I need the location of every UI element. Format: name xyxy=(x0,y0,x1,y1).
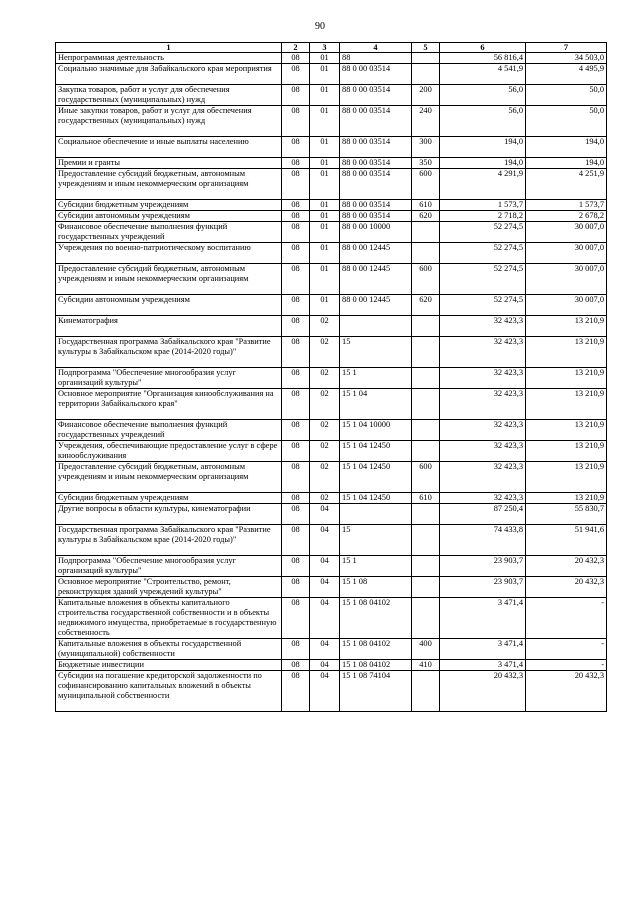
row-amount-2: 194,0 xyxy=(526,158,607,169)
row-target-article xyxy=(340,316,412,337)
row-subsection: 01 xyxy=(310,106,340,137)
row-expense-type xyxy=(412,671,440,712)
row-expense-type xyxy=(412,337,440,368)
table-row xyxy=(56,639,607,660)
row-target-article: 15 1 08 04102 xyxy=(340,598,412,639)
row-amount-2: 50,0 xyxy=(526,85,607,106)
row-amount-1: 56 816,4 xyxy=(440,53,526,64)
row-target-article: 15 1 04 12450 xyxy=(340,441,412,462)
row-subsection: 01 xyxy=(310,264,340,295)
row-expense-type: 600 xyxy=(412,169,440,200)
row-amount-2: 13 210,9 xyxy=(526,316,607,337)
row-amount-2: - xyxy=(526,598,607,639)
row-target-article: 88 0 00 03514 xyxy=(340,64,412,85)
row-subsection: 02 xyxy=(310,493,340,504)
row-target-article: 15 xyxy=(340,337,412,368)
row-amount-2: 51 941,6 xyxy=(526,525,607,556)
table-row xyxy=(56,158,607,169)
table-row xyxy=(56,598,607,639)
row-name: Подпрограмма "Обеспечение многообразия услуг организаций культуры" xyxy=(56,556,282,577)
row-section: 08 xyxy=(282,264,310,295)
row-subsection: 04 xyxy=(310,598,340,639)
table-row xyxy=(56,264,607,295)
row-expense-type xyxy=(412,389,440,420)
row-subsection: 01 xyxy=(310,53,340,64)
row-target-article: 15 xyxy=(340,525,412,556)
row-subsection: 02 xyxy=(310,316,340,337)
row-expense-type xyxy=(412,504,440,525)
row-name: Закупка товаров, работ и услуг для обеспечения государственных (муниципальных) нужд xyxy=(56,85,282,106)
row-name: Предоставление субсидий бюджетным, автономным учреждениям и иным некоммерческим организациям xyxy=(56,264,282,295)
row-expense-type: 610 xyxy=(412,200,440,211)
row-subsection: 02 xyxy=(310,462,340,493)
row-amount-1: 32 423,3 xyxy=(440,462,526,493)
row-amount-1: 32 423,3 xyxy=(440,389,526,420)
row-section: 08 xyxy=(282,389,310,420)
row-expense-type: 600 xyxy=(412,462,440,493)
row-section: 08 xyxy=(282,316,310,337)
table-row xyxy=(56,137,607,158)
row-amount-2: 13 210,9 xyxy=(526,441,607,462)
row-section: 08 xyxy=(282,462,310,493)
row-subsection: 01 xyxy=(310,158,340,169)
row-target-article: 88 0 00 10000 xyxy=(340,222,412,243)
row-amount-2: 30 007,0 xyxy=(526,243,607,264)
row-amount-1: 32 423,3 xyxy=(440,368,526,389)
row-expense-type xyxy=(412,368,440,389)
row-amount-2: 194,0 xyxy=(526,137,607,158)
row-amount-1: 74 433,8 xyxy=(440,525,526,556)
row-target-article: 15 1 04 12450 xyxy=(340,462,412,493)
row-expense-type xyxy=(412,243,440,264)
col-header-4: 4 xyxy=(340,43,412,53)
row-subsection: 02 xyxy=(310,368,340,389)
row-section: 08 xyxy=(282,639,310,660)
row-expense-type xyxy=(412,441,440,462)
row-amount-2: 13 210,9 xyxy=(526,493,607,504)
row-name: Подпрограмма "Обеспечение многообразия услуг организаций культуры" xyxy=(56,368,282,389)
row-section: 08 xyxy=(282,106,310,137)
table-row xyxy=(56,222,607,243)
row-amount-2: 20 432,3 xyxy=(526,671,607,712)
row-name: Субсидии бюджетным учреждениям xyxy=(56,200,282,211)
row-amount-1: 194,0 xyxy=(440,137,526,158)
row-subsection: 04 xyxy=(310,525,340,556)
row-amount-2: 20 432,3 xyxy=(526,556,607,577)
table-row xyxy=(56,671,607,712)
row-name: Субсидии на погашение кредиторской задолженности по софинансированию капитальных вложений в объекты муниципальной собственности xyxy=(56,671,282,712)
table-row xyxy=(56,493,607,504)
row-amount-2: 13 210,9 xyxy=(526,368,607,389)
row-amount-1: 32 423,3 xyxy=(440,316,526,337)
row-amount-2: 30 007,0 xyxy=(526,222,607,243)
row-expense-type: 600 xyxy=(412,264,440,295)
row-target-article: 15 1 08 04102 xyxy=(340,660,412,671)
table-row xyxy=(56,243,607,264)
row-section: 08 xyxy=(282,504,310,525)
row-section: 08 xyxy=(282,137,310,158)
row-amount-1: 52 274,5 xyxy=(440,264,526,295)
col-header-3: 3 xyxy=(310,43,340,53)
row-subsection: 01 xyxy=(310,137,340,158)
row-name: Учреждения, обеспечивающие предоставление услуг в сфере кинообслуживания xyxy=(56,441,282,462)
row-amount-2: 34 503,0 xyxy=(526,53,607,64)
row-amount-2: 30 007,0 xyxy=(526,295,607,316)
table-row xyxy=(56,337,607,368)
row-amount-1: 20 432,3 xyxy=(440,671,526,712)
row-section: 08 xyxy=(282,158,310,169)
row-amount-1: 2 718,2 xyxy=(440,211,526,222)
row-amount-1: 32 423,3 xyxy=(440,493,526,504)
row-amount-1: 32 423,3 xyxy=(440,337,526,368)
header-row xyxy=(56,43,607,53)
col-header-6: 6 xyxy=(440,43,526,53)
row-target-article: 88 xyxy=(340,53,412,64)
row-amount-1: 52 274,5 xyxy=(440,243,526,264)
row-amount-2: 13 210,9 xyxy=(526,337,607,368)
row-expense-type xyxy=(412,556,440,577)
row-expense-type: 620 xyxy=(412,211,440,222)
row-name: Другие вопросы в области культуры, кинематографии xyxy=(56,504,282,525)
row-amount-1: 52 274,5 xyxy=(440,295,526,316)
row-section: 08 xyxy=(282,577,310,598)
row-amount-2: - xyxy=(526,639,607,660)
row-section: 08 xyxy=(282,493,310,504)
row-target-article: 88 0 00 12445 xyxy=(340,264,412,295)
row-expense-type xyxy=(412,598,440,639)
row-name: Финансовое обеспечение выполнения функций государственных учреждений xyxy=(56,222,282,243)
row-section: 08 xyxy=(282,295,310,316)
table-row xyxy=(56,211,607,222)
row-subsection: 04 xyxy=(310,671,340,712)
table-row xyxy=(56,64,607,85)
table-row xyxy=(56,420,607,441)
row-name: Капитальные вложения в объекты государственной (муниципальной) собственности xyxy=(56,639,282,660)
row-name: Социально значимые для Забайкальского края мероприятия xyxy=(56,64,282,85)
row-target-article: 15 1 xyxy=(340,556,412,577)
row-section: 08 xyxy=(282,556,310,577)
row-target-article: 88 0 00 03514 xyxy=(340,211,412,222)
row-amount-2: 13 210,9 xyxy=(526,462,607,493)
row-section: 08 xyxy=(282,441,310,462)
row-subsection: 01 xyxy=(310,222,340,243)
row-target-article: 88 0 00 03514 xyxy=(340,158,412,169)
row-amount-2: 2 678,2 xyxy=(526,211,607,222)
table-row xyxy=(56,200,607,211)
row-section: 08 xyxy=(282,598,310,639)
row-subsection: 01 xyxy=(310,243,340,264)
table-row xyxy=(56,389,607,420)
row-section: 08 xyxy=(282,337,310,368)
table-row xyxy=(56,53,607,64)
row-target-article: 15 1 08 74104 xyxy=(340,671,412,712)
row-target-article: 15 1 xyxy=(340,368,412,389)
row-name: Государственная программа Забайкальского края "Развитие культуры в Забайкальском крае (2014-2020 годы)" xyxy=(56,337,282,368)
table-row xyxy=(56,577,607,598)
row-target-article: 88 0 00 03514 xyxy=(340,106,412,137)
row-amount-1: 4 291,9 xyxy=(440,169,526,200)
row-amount-1: 52 274,5 xyxy=(440,222,526,243)
table-row xyxy=(56,85,607,106)
row-section: 08 xyxy=(282,169,310,200)
row-amount-1: 4 541,9 xyxy=(440,64,526,85)
table-row xyxy=(56,295,607,316)
row-target-article: 88 0 00 03514 xyxy=(340,85,412,106)
row-name: Субсидии автономным учреждениям xyxy=(56,211,282,222)
row-subsection: 01 xyxy=(310,200,340,211)
row-amount-1: 194,0 xyxy=(440,158,526,169)
row-amount-2: 4 251,9 xyxy=(526,169,607,200)
row-section: 08 xyxy=(282,525,310,556)
table-row xyxy=(56,169,607,200)
row-expense-type xyxy=(412,64,440,85)
row-amount-2: 4 495,9 xyxy=(526,64,607,85)
row-name: Предоставление субсидий бюджетным, автономным учреждениям и иным некоммерческим организациям xyxy=(56,462,282,493)
row-name: Социальное обеспечение и иные выплаты населению xyxy=(56,137,282,158)
row-amount-2: 13 210,9 xyxy=(526,389,607,420)
col-header-7: 7 xyxy=(526,43,607,53)
row-amount-2: 1 573,7 xyxy=(526,200,607,211)
row-subsection: 01 xyxy=(310,85,340,106)
table-row xyxy=(56,504,607,525)
row-name: Бюджетные инвестиции xyxy=(56,660,282,671)
row-expense-type xyxy=(412,222,440,243)
row-name: Государственная программа Забайкальского края "Развитие культуры в Забайкальском крае (2014-2020 годы)" xyxy=(56,525,282,556)
row-subsection: 02 xyxy=(310,389,340,420)
row-expense-type: 300 xyxy=(412,137,440,158)
row-expense-type xyxy=(412,316,440,337)
row-amount-2: 20 432,3 xyxy=(526,577,607,598)
row-name: Непрограммная деятельность xyxy=(56,53,282,64)
row-amount-2: 30 007,0 xyxy=(526,264,607,295)
row-target-article: 88 0 00 12445 xyxy=(340,243,412,264)
row-expense-type: 620 xyxy=(412,295,440,316)
row-section: 08 xyxy=(282,200,310,211)
row-subsection: 01 xyxy=(310,211,340,222)
row-amount-1: 56,0 xyxy=(440,106,526,137)
row-expense-type xyxy=(412,577,440,598)
row-amount-1: 56,0 xyxy=(440,85,526,106)
row-target-article xyxy=(340,504,412,525)
row-subsection: 02 xyxy=(310,420,340,441)
row-amount-1: 3 471,4 xyxy=(440,660,526,671)
row-expense-type: 200 xyxy=(412,85,440,106)
row-section: 08 xyxy=(282,660,310,671)
row-target-article: 88 0 00 03514 xyxy=(340,200,412,211)
row-section: 08 xyxy=(282,64,310,85)
row-amount-1: 3 471,4 xyxy=(440,598,526,639)
table-row xyxy=(56,525,607,556)
table-row xyxy=(56,441,607,462)
row-amount-1: 23 903,7 xyxy=(440,577,526,598)
row-expense-type: 410 xyxy=(412,660,440,671)
row-subsection: 04 xyxy=(310,504,340,525)
row-subsection: 04 xyxy=(310,639,340,660)
table-row xyxy=(56,316,607,337)
row-amount-1: 87 250,4 xyxy=(440,504,526,525)
col-header-1: 1 xyxy=(56,43,282,53)
row-target-article: 15 1 04 12450 xyxy=(340,493,412,504)
row-name: Кинематография xyxy=(56,316,282,337)
row-amount-1: 23 903,7 xyxy=(440,556,526,577)
row-expense-type: 350 xyxy=(412,158,440,169)
col-header-5: 5 xyxy=(412,43,440,53)
row-section: 08 xyxy=(282,222,310,243)
table-row xyxy=(56,660,607,671)
row-expense-type xyxy=(412,525,440,556)
row-section: 08 xyxy=(282,671,310,712)
table-row xyxy=(56,368,607,389)
row-amount-2: - xyxy=(526,660,607,671)
row-name: Учреждения по военно-патриотическому воспитанию xyxy=(56,243,282,264)
row-target-article: 15 1 04 xyxy=(340,389,412,420)
row-section: 08 xyxy=(282,420,310,441)
row-name: Субсидии автономным учреждениям xyxy=(56,295,282,316)
table-row xyxy=(56,556,607,577)
row-name: Финансовое обеспечение выполнения функций государственных учреждений xyxy=(56,420,282,441)
row-section: 08 xyxy=(282,211,310,222)
row-name: Премии и гранты xyxy=(56,158,282,169)
col-header-2: 2 xyxy=(282,43,310,53)
row-target-article: 15 1 08 04102 xyxy=(340,639,412,660)
row-name: Предоставление субсидий бюджетным, автономным учреждениям и иным некоммерческим организациям xyxy=(56,169,282,200)
row-name: Иные закупки товаров, работ и услуг для обеспечения государственных (муниципальных) нужд xyxy=(56,106,282,137)
row-name: Основное мероприятие "Строительство, ремонт, реконструкция зданий учреждений культуры" xyxy=(56,577,282,598)
row-expense-type: 400 xyxy=(412,639,440,660)
row-expense-type xyxy=(412,53,440,64)
row-subsection: 01 xyxy=(310,295,340,316)
row-expense-type xyxy=(412,420,440,441)
row-amount-1: 3 471,4 xyxy=(440,639,526,660)
row-amount-1: 32 423,3 xyxy=(440,420,526,441)
row-target-article: 88 0 00 12445 xyxy=(340,295,412,316)
row-subsection: 04 xyxy=(310,556,340,577)
row-amount-1: 32 423,3 xyxy=(440,441,526,462)
row-subsection: 04 xyxy=(310,577,340,598)
table-row xyxy=(56,462,607,493)
page-number: 90 xyxy=(315,21,325,32)
row-subsection: 01 xyxy=(310,169,340,200)
row-amount-2: 50,0 xyxy=(526,106,607,137)
row-name: Субсидии бюджетным учреждениям xyxy=(56,493,282,504)
row-target-article: 88 0 00 03514 xyxy=(340,169,412,200)
row-subsection: 04 xyxy=(310,660,340,671)
row-section: 08 xyxy=(282,368,310,389)
row-amount-2: 13 210,9 xyxy=(526,420,607,441)
row-name: Основное мероприятие "Организация кинообслуживания на территории Забайкальского края" xyxy=(56,389,282,420)
row-target-article: 15 1 08 xyxy=(340,577,412,598)
row-expense-type: 610 xyxy=(412,493,440,504)
row-section: 08 xyxy=(282,85,310,106)
table-row xyxy=(56,106,607,137)
row-section: 08 xyxy=(282,53,310,64)
row-subsection: 01 xyxy=(310,64,340,85)
row-target-article: 88 0 00 03514 xyxy=(340,137,412,158)
row-expense-type: 240 xyxy=(412,106,440,137)
row-subsection: 02 xyxy=(310,441,340,462)
row-subsection: 02 xyxy=(310,337,340,368)
row-name: Капитальные вложения в объекты капитального строительства государственной собственности и в объекты недвижимого имущества, приобретаемые в государственную собственность xyxy=(56,598,282,639)
row-section: 08 xyxy=(282,243,310,264)
row-amount-2: 55 830,7 xyxy=(526,504,607,525)
budget-table xyxy=(55,42,607,712)
row-target-article: 15 1 04 10000 xyxy=(340,420,412,441)
row-amount-1: 1 573,7 xyxy=(440,200,526,211)
